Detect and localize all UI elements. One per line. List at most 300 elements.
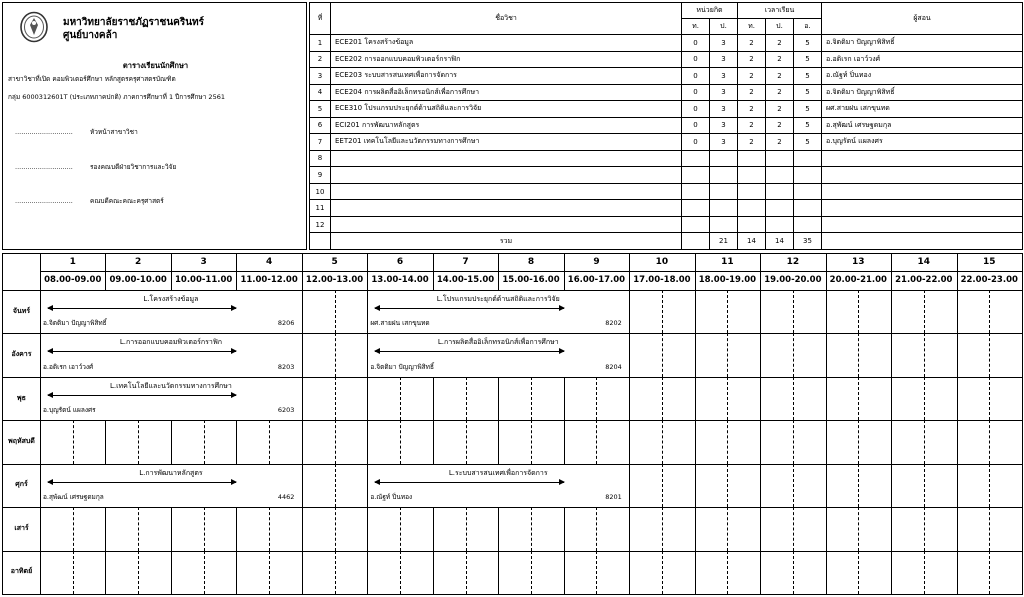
cell-grid-dashed-line bbox=[793, 551, 794, 594]
cell-grid-dashed-line bbox=[531, 507, 532, 550]
col-header-name: ชื่อวิชา bbox=[331, 3, 682, 35]
cell-border bbox=[302, 290, 303, 333]
cell-grid-dashed-line bbox=[793, 507, 794, 550]
cell-border bbox=[957, 507, 958, 550]
course-row bbox=[310, 101, 1023, 118]
cell-border bbox=[302, 507, 303, 550]
course-name: ECE204 การผลิตสื่ออิเล็กทรอนิกส์เพื่อการศึกษา bbox=[331, 84, 682, 101]
cell-border bbox=[564, 420, 565, 463]
day-label: พฤหัสบดี bbox=[8, 437, 35, 445]
course-name: EET201 เทคโนโลยีและนวัตกรรมทางการศึกษา bbox=[331, 134, 682, 151]
cell-grid-dashed-line bbox=[531, 420, 532, 463]
sub-header-credit-t: ท. bbox=[682, 19, 710, 35]
cell-grid-dashed-line bbox=[924, 377, 925, 420]
period-time: 08.00-09.00 bbox=[44, 275, 102, 285]
course-no: 11 bbox=[310, 200, 331, 217]
cell-border bbox=[957, 420, 958, 463]
course-instructor: อ.อติเรก เอาว์วงศ์ bbox=[822, 51, 1023, 68]
cell-border bbox=[891, 507, 892, 550]
period-number: 13 bbox=[852, 257, 865, 267]
university-seal-logo bbox=[19, 11, 49, 43]
hours-o: 5 bbox=[794, 68, 822, 85]
hours-o bbox=[794, 200, 822, 217]
class-room: 8204 bbox=[605, 362, 622, 371]
cell-grid-dashed-line bbox=[531, 551, 532, 594]
credit-t bbox=[682, 167, 710, 184]
course-no: 7 bbox=[310, 134, 331, 151]
total-instructor-blank bbox=[822, 233, 1023, 250]
cell-border bbox=[367, 377, 368, 420]
course-instructor: ผศ.สายฝน เสกขุนทด bbox=[822, 101, 1023, 118]
course-instructor: อ.ณัฐท์ ปิ่นทอง bbox=[822, 68, 1023, 85]
day-row-divider bbox=[3, 464, 1022, 465]
signature-dots-1: ............................ bbox=[15, 128, 73, 136]
cell-grid-dashed-line bbox=[989, 507, 990, 550]
class-room: 8202 bbox=[605, 319, 622, 328]
period-time: 15.00-16.00 bbox=[502, 275, 560, 285]
course-row bbox=[310, 200, 1023, 217]
hours-o: 5 bbox=[794, 101, 822, 118]
cell-grid-dashed-line bbox=[466, 420, 467, 463]
credit-p: 3 bbox=[710, 51, 738, 68]
cell-grid-dashed-line bbox=[73, 507, 74, 550]
hours-p: 2 bbox=[766, 51, 794, 68]
cell-border bbox=[826, 333, 827, 376]
cell-border bbox=[826, 507, 827, 550]
cell-border bbox=[629, 420, 630, 463]
credit-t: 0 bbox=[682, 84, 710, 101]
credit-p bbox=[710, 216, 738, 233]
cell-border bbox=[695, 551, 696, 594]
hours-o: 5 bbox=[794, 84, 822, 101]
cell-grid-dashed-line bbox=[793, 420, 794, 463]
day-label: อาทิตย์ bbox=[10, 567, 33, 576]
cell-border bbox=[171, 507, 172, 550]
period-number: 5 bbox=[331, 257, 338, 267]
cell-border bbox=[695, 377, 696, 420]
course-instructor: อ.จิตติมา ปัญญาพิสิทธิ์ bbox=[822, 35, 1023, 52]
period-number: 7 bbox=[462, 257, 469, 267]
class-title: L.การออกแบบคอมพิวเตอร์กราฟิก bbox=[119, 338, 223, 347]
class-teacher: อ.จิตติมา ปัญญาพิสิทธิ์ bbox=[43, 319, 107, 328]
cell-border bbox=[957, 290, 958, 333]
cell-border bbox=[826, 420, 827, 463]
cell-border bbox=[302, 333, 303, 376]
hours-p bbox=[766, 183, 794, 200]
class-room: 8203 bbox=[277, 362, 295, 371]
cell-border bbox=[433, 377, 434, 420]
cell-border bbox=[302, 464, 303, 507]
course-instructor bbox=[822, 167, 1023, 184]
cell-grid-dashed-line bbox=[989, 420, 990, 463]
credit-t bbox=[682, 200, 710, 217]
cell-border bbox=[891, 333, 892, 376]
period-time: 18.00-19.00 bbox=[698, 275, 757, 285]
col-header-instructor: ผู้สอน bbox=[822, 3, 1023, 35]
day-label: พุธ bbox=[17, 393, 26, 402]
hours-t bbox=[738, 200, 766, 217]
hours-t: 2 bbox=[738, 134, 766, 151]
cell-border bbox=[498, 420, 499, 463]
cell-border bbox=[957, 377, 958, 420]
cell-grid-dashed-line bbox=[858, 507, 859, 550]
sub-header-hours-o: อ. bbox=[794, 19, 822, 35]
cell-border bbox=[629, 507, 630, 550]
cell-grid-dashed-line bbox=[924, 464, 925, 507]
signature-label-vice-dean: รองคณบดีฝ่ายวิชาการและวิจัย bbox=[90, 163, 177, 171]
cell-grid-dashed-line bbox=[269, 551, 270, 594]
cell-grid-dashed-line bbox=[335, 333, 336, 376]
period-number: 6 bbox=[396, 257, 404, 267]
total-hours-o: 35 bbox=[794, 233, 822, 250]
cell-border bbox=[957, 551, 958, 594]
cell-border bbox=[498, 551, 499, 594]
course-name bbox=[331, 167, 682, 184]
cell-grid-dashed-line bbox=[858, 464, 859, 507]
hours-t: 2 bbox=[738, 68, 766, 85]
cell-grid-dashed-line bbox=[727, 551, 728, 594]
class-teacher: อ.อติเรก เอาว์วงศ์ bbox=[43, 362, 94, 371]
credit-t: 0 bbox=[682, 134, 710, 151]
period-number: 1 bbox=[69, 257, 76, 267]
credit-p: 3 bbox=[710, 134, 738, 151]
class-teacher: อ.ณัฐท์ ปิ่นทอง bbox=[370, 493, 413, 502]
day-label: ศุกร์ bbox=[15, 480, 28, 489]
credit-t: 0 bbox=[682, 51, 710, 68]
credit-p bbox=[710, 167, 738, 184]
cell-grid-dashed-line bbox=[793, 464, 794, 507]
hours-t bbox=[738, 183, 766, 200]
cell-grid-dashed-line bbox=[400, 420, 401, 463]
cell-border bbox=[498, 377, 499, 420]
course-instructor bbox=[822, 216, 1023, 233]
course-name bbox=[331, 216, 682, 233]
class-room: 6203 bbox=[277, 406, 295, 415]
class-span-arrow bbox=[375, 482, 563, 483]
cell-grid-dashed-line bbox=[466, 377, 467, 420]
period-time: 11.00-12.00 bbox=[240, 275, 298, 285]
course-no: 5 bbox=[310, 101, 331, 118]
course-row bbox=[310, 51, 1023, 68]
credit-p: 3 bbox=[710, 68, 738, 85]
cell-grid-dashed-line bbox=[793, 377, 794, 420]
day-row-divider bbox=[3, 551, 1022, 552]
cell-grid-dashed-line bbox=[989, 551, 990, 594]
cell-grid-dashed-line bbox=[335, 420, 336, 463]
credit-p: 3 bbox=[710, 84, 738, 101]
cell-grid-dashed-line bbox=[400, 377, 401, 420]
hours-p: 2 bbox=[766, 84, 794, 101]
cell-border bbox=[564, 377, 565, 420]
cell-border bbox=[564, 507, 565, 550]
credit-t bbox=[682, 150, 710, 167]
cell-grid-dashed-line bbox=[204, 551, 205, 594]
class-title: L.ระบบสารสนเทศเพื่อการจัดการ bbox=[448, 468, 548, 477]
class-room: 8206 bbox=[277, 319, 295, 328]
period-number: 3 bbox=[200, 257, 207, 267]
info-box bbox=[2, 2, 307, 250]
course-name: ECI201 การพัฒนาหลักสูตร bbox=[331, 117, 682, 134]
credit-t bbox=[682, 183, 710, 200]
hours-o: 5 bbox=[794, 117, 822, 134]
day-row-divider bbox=[3, 377, 1022, 378]
cell-border bbox=[433, 507, 434, 550]
cell-grid-dashed-line bbox=[269, 507, 270, 550]
hours-p: 2 bbox=[766, 68, 794, 85]
cell-grid-dashed-line bbox=[73, 551, 74, 594]
course-table bbox=[309, 2, 1023, 250]
hours-t: 2 bbox=[738, 51, 766, 68]
period-number: 9 bbox=[593, 257, 600, 267]
cell-border bbox=[367, 507, 368, 550]
course-row bbox=[310, 183, 1023, 200]
course-row bbox=[310, 117, 1023, 134]
cell-grid-dashed-line bbox=[727, 333, 728, 376]
cell-border bbox=[695, 420, 696, 463]
cell-grid-dashed-line bbox=[727, 507, 728, 550]
col-header-hours: เวลาเรียน bbox=[738, 3, 822, 19]
hours-t bbox=[738, 167, 766, 184]
course-instructor bbox=[822, 150, 1023, 167]
cell-grid-dashed-line bbox=[466, 551, 467, 594]
cell-border bbox=[171, 420, 172, 463]
cell-grid-dashed-line bbox=[662, 464, 663, 507]
credit-t: 0 bbox=[682, 35, 710, 52]
cell-border bbox=[564, 551, 565, 594]
period-number: 8 bbox=[527, 257, 535, 267]
hours-o bbox=[794, 167, 822, 184]
cell-grid-dashed-line bbox=[793, 333, 794, 376]
cell-border bbox=[695, 290, 696, 333]
hours-p: 2 bbox=[766, 117, 794, 134]
cell-grid-dashed-line bbox=[858, 333, 859, 376]
course-name bbox=[331, 200, 682, 217]
hours-t: 2 bbox=[738, 35, 766, 52]
cell-grid-dashed-line bbox=[596, 420, 597, 463]
sub-header-hours-p: ป. bbox=[766, 19, 794, 35]
signature-label-dean: คณบดีคณะคณะครุศาสตร์ bbox=[90, 197, 164, 205]
total-credit-t bbox=[682, 233, 710, 250]
cell-grid-dashed-line bbox=[400, 507, 401, 550]
cell-border bbox=[760, 290, 761, 333]
period-number: 10 bbox=[655, 257, 669, 267]
class-title: L.เทคโนโลยีและนวัตกรรมทางการศึกษา bbox=[110, 381, 232, 390]
cell-border bbox=[236, 420, 237, 463]
cell-border bbox=[629, 290, 630, 333]
class-title: L.โครงสร้างข้อมูล bbox=[143, 295, 199, 303]
cell-border bbox=[695, 507, 696, 550]
course-name bbox=[331, 150, 682, 167]
course-instructor: อ.สุพัฒน์ เศรษฐดมกุล bbox=[822, 117, 1023, 134]
period-time: 19.00-20.00 bbox=[764, 275, 822, 285]
cell-border bbox=[957, 333, 958, 376]
cell-grid-dashed-line bbox=[989, 464, 990, 507]
weekly-schedule-grid bbox=[2, 253, 1023, 595]
cell-grid-dashed-line bbox=[335, 290, 336, 333]
class-room: 4462 bbox=[277, 493, 295, 502]
cell-border bbox=[891, 551, 892, 594]
period-time: 20.00-21.00 bbox=[829, 275, 887, 285]
period-number: 14 bbox=[917, 257, 931, 267]
period-time: 22.00-23.00 bbox=[960, 275, 1018, 285]
cell-border bbox=[760, 377, 761, 420]
cell-grid-dashed-line bbox=[727, 290, 728, 333]
class-span-arrow bbox=[48, 482, 236, 483]
course-no: 6 bbox=[310, 117, 331, 134]
hours-p: 2 bbox=[766, 101, 794, 118]
cell-grid-dashed-line bbox=[335, 507, 336, 550]
cell-grid-dashed-line bbox=[662, 507, 663, 550]
sub-header-credit-p: ป. bbox=[710, 19, 738, 35]
cell-border bbox=[236, 507, 237, 550]
course-row bbox=[310, 68, 1023, 85]
cell-border bbox=[891, 377, 892, 420]
day-row-divider bbox=[3, 420, 1022, 421]
cell-border bbox=[105, 420, 106, 463]
cell-border bbox=[105, 507, 106, 550]
credit-t: 0 bbox=[682, 68, 710, 85]
class-span-arrow bbox=[48, 351, 236, 352]
hours-p bbox=[766, 216, 794, 233]
cell-border bbox=[236, 551, 237, 594]
course-no: 8 bbox=[310, 150, 331, 167]
period-time: 13.00-14.00 bbox=[371, 275, 429, 285]
hours-o: 5 bbox=[794, 134, 822, 151]
hours-t bbox=[738, 150, 766, 167]
class-teacher: อ.จิตติมา ปัญญาพิสิทธิ์ bbox=[370, 362, 434, 371]
hours-o: 5 bbox=[794, 51, 822, 68]
center-name: ศูนย์บางคล้า bbox=[63, 30, 118, 41]
cell-border bbox=[826, 464, 827, 507]
credit-p: 3 bbox=[710, 117, 738, 134]
signature-dots-2: ............................ bbox=[15, 163, 73, 171]
course-no: 4 bbox=[310, 84, 331, 101]
cell-grid-dashed-line bbox=[662, 377, 663, 420]
cell-border bbox=[695, 464, 696, 507]
day-label: อังคาร bbox=[11, 350, 32, 359]
class-title: L.การผลิตสื่ออิเล็กทรอนิกส์เพื่อการศึกษา bbox=[437, 338, 559, 347]
credit-t bbox=[682, 216, 710, 233]
cell-grid-dashed-line bbox=[858, 290, 859, 333]
class-span-arrow bbox=[375, 351, 563, 352]
course-row bbox=[310, 150, 1023, 167]
period-time: 16.00-17.00 bbox=[567, 275, 626, 285]
class-span-arrow bbox=[48, 395, 236, 396]
course-row bbox=[310, 84, 1023, 101]
course-instructor: อ.จิตติมา ปัญญาพิสิทธิ์ bbox=[822, 84, 1023, 101]
course-total-row bbox=[310, 233, 1023, 250]
day-row-divider bbox=[3, 507, 1022, 508]
cell-grid-dashed-line bbox=[858, 420, 859, 463]
period-time: 12.00-13.00 bbox=[305, 275, 364, 285]
course-no: 9 bbox=[310, 167, 331, 184]
cell-grid-dashed-line bbox=[662, 290, 663, 333]
cell-grid-dashed-line bbox=[400, 551, 401, 594]
hours-o bbox=[794, 216, 822, 233]
cell-grid-dashed-line bbox=[727, 420, 728, 463]
course-instructor bbox=[822, 183, 1023, 200]
total-hours-t: 14 bbox=[738, 233, 766, 250]
credit-t: 0 bbox=[682, 117, 710, 134]
course-row bbox=[310, 35, 1023, 52]
hours-o bbox=[794, 150, 822, 167]
course-no: 2 bbox=[310, 51, 331, 68]
cell-border bbox=[367, 551, 368, 594]
hours-p: 2 bbox=[766, 134, 794, 151]
course-no: 12 bbox=[310, 216, 331, 233]
period-time: 09.00-10.00 bbox=[109, 275, 167, 285]
cell-border bbox=[171, 551, 172, 594]
cell-grid-dashed-line bbox=[138, 551, 139, 594]
hours-t: 2 bbox=[738, 117, 766, 134]
period-number: 12 bbox=[786, 257, 800, 267]
cell-border bbox=[433, 551, 434, 594]
cell-border bbox=[826, 551, 827, 594]
hours-t: 2 bbox=[738, 84, 766, 101]
course-name: ECE201 โครงสร้างข้อมูล bbox=[331, 35, 682, 52]
class-teacher: อ.สุพัฒน์ เศรษฐดมกุล bbox=[43, 493, 104, 502]
university-name: มหาวิทยาลัยราชภัฏราชนครินทร์ bbox=[63, 17, 205, 28]
cell-grid-dashed-line bbox=[138, 420, 139, 463]
credit-p bbox=[710, 150, 738, 167]
course-no: 10 bbox=[310, 183, 331, 200]
cell-border bbox=[629, 377, 630, 420]
hours-t: 2 bbox=[738, 101, 766, 118]
cell-border bbox=[891, 290, 892, 333]
cell-border bbox=[957, 464, 958, 507]
cell-grid-dashed-line bbox=[269, 420, 270, 463]
cell-grid-dashed-line bbox=[531, 377, 532, 420]
cell-grid-dashed-line bbox=[989, 290, 990, 333]
col-header-credit: หน่วยกิต bbox=[682, 3, 738, 19]
cell-border bbox=[760, 507, 761, 550]
class-teacher: ผศ.สายฝน เสกขุนทด bbox=[370, 319, 430, 328]
doc-title: ตารางเรียนนักศึกษา bbox=[122, 61, 189, 70]
cell-grid-dashed-line bbox=[924, 333, 925, 376]
schedule-header-divider bbox=[40, 271, 1022, 272]
total-label: รวม bbox=[331, 233, 682, 250]
day-label: เสาร์ bbox=[14, 523, 29, 532]
cell-grid-dashed-line bbox=[204, 420, 205, 463]
course-name: ECE202 การออกแบบคอมพิวเตอร์กราฟิก bbox=[331, 51, 682, 68]
cell-border bbox=[629, 333, 630, 376]
cell-border bbox=[891, 464, 892, 507]
hours-p bbox=[766, 200, 794, 217]
course-row bbox=[310, 134, 1023, 151]
cell-grid-dashed-line bbox=[335, 551, 336, 594]
cell-border bbox=[629, 464, 630, 507]
course-name: ECE203 ระบบสารสนเทศเพื่อการจัดการ bbox=[331, 68, 682, 85]
credit-p bbox=[710, 183, 738, 200]
hours-o: 5 bbox=[794, 35, 822, 52]
course-row bbox=[310, 167, 1023, 184]
cell-grid-dashed-line bbox=[924, 420, 925, 463]
cell-grid-dashed-line bbox=[662, 420, 663, 463]
credit-p bbox=[710, 200, 738, 217]
cell-border bbox=[760, 551, 761, 594]
period-time: 21.00-22.00 bbox=[895, 275, 953, 285]
period-number: 2 bbox=[135, 257, 142, 267]
class-title: L.การพัฒนาหลักสูตร bbox=[139, 468, 203, 477]
hours-t bbox=[738, 216, 766, 233]
course-name: ECE310 โปรแกรมประยุกต์ด้านสถิติและการวิจัย bbox=[331, 101, 682, 118]
cell-border bbox=[367, 420, 368, 463]
signature-label-head: หัวหน้าสาขาวิชา bbox=[90, 128, 138, 136]
cell-grid-dashed-line bbox=[335, 377, 336, 420]
cell-grid-dashed-line bbox=[989, 333, 990, 376]
course-no: 1 bbox=[310, 35, 331, 52]
cell-grid-dashed-line bbox=[858, 551, 859, 594]
